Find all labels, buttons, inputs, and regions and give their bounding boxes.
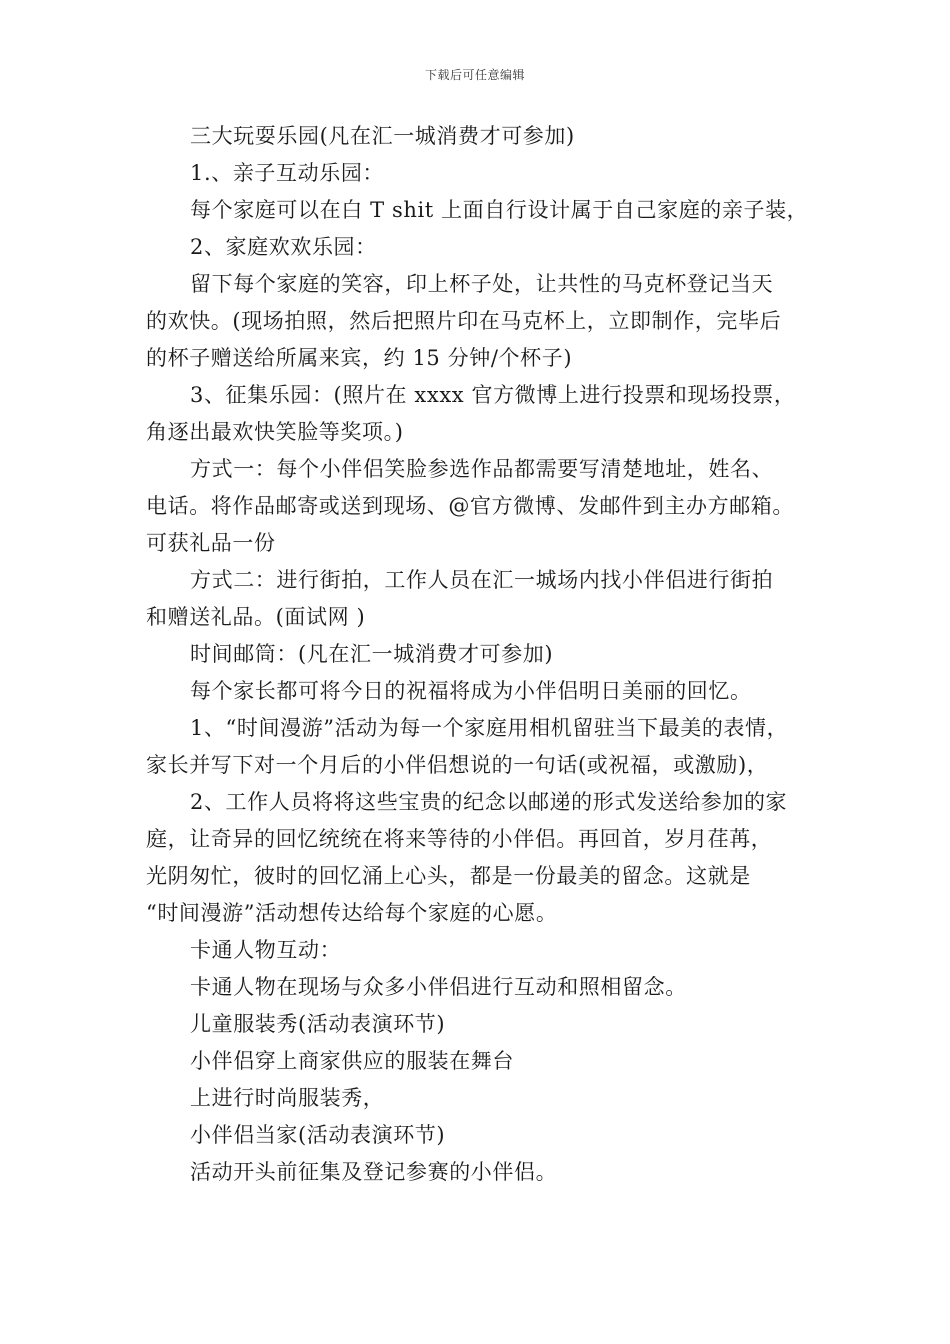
text-line: 时间邮筒：(凡在汇一城消费才可参加)	[190, 642, 554, 666]
text-line: 儿童服装秀(活动表演环节)	[190, 1012, 446, 1036]
text-line: 小伴侣穿上商家供应的服装在舞台	[190, 1049, 514, 1073]
text-line: 小伴侣当家(活动表演环节)	[190, 1123, 446, 1147]
text-line: 卡通人物在现场与众多小伴侣进行互动和照相留念。	[190, 975, 687, 999]
text-line: 方式一：每个小伴侣笑脸参选作品都需要写清楚地址，姓名、	[190, 457, 774, 481]
text-line: 角逐出最欢快笑脸等奖项。)	[146, 420, 404, 444]
text-line: 3、征集乐园：(照片在 xxxx 官方微博上进行投票和现场投票，	[190, 383, 796, 407]
text-line: “时间漫游”活动想传达给每个家庭的心愿。	[146, 901, 558, 925]
text-line: 1、“时间漫游”活动为每一个家庭用相机留驻当下最美的表情，	[190, 716, 789, 740]
text-line: 卡通人物互动：	[190, 938, 342, 962]
text-line: 2、工作人员将将这些宝贵的纪念以邮递的形式发送给参加的家	[190, 790, 788, 814]
text-line: 2、家庭欢欢乐园：	[190, 235, 377, 259]
text-line: 活动开头前征集及登记参赛的小伴侣。	[190, 1160, 558, 1184]
text-line: 光阴匆忙，彼时的回忆涌上心头，都是一份最美的留念。这就是	[146, 864, 751, 888]
text-line: 的欢快。(现场拍照，然后把照片印在马克杯上，立即制作，完毕后	[146, 309, 782, 333]
text-line: 和赠送礼品。(面试网 )	[146, 605, 366, 629]
text-line: 每个家长都可将今日的祝福将成为小伴侣明日美丽的回忆。	[190, 679, 752, 703]
text-line: 可获礼品一份	[146, 531, 276, 555]
text-line: 上进行时尚服装秀，	[190, 1086, 385, 1110]
text-line: 的杯子赠送给所属来宾，约 15 分钟/个杯子)	[146, 346, 573, 370]
text-line: 方式二：进行街拍，工作人员在汇一城场内找小伴侣进行街拍	[190, 568, 774, 592]
text-line: 家长并写下对一个月后的小伴侣想说的一句话(或祝福，或激励)，	[146, 753, 769, 777]
page-header: 下载后可任意编辑	[424, 68, 525, 82]
text-line: 三大玩耍乐园(凡在汇一城消费才可参加)	[190, 124, 575, 148]
text-line: 1.、亲子互动乐园：	[190, 161, 385, 185]
text-line: 留下每个家庭的笑容，印上杯子处，让共性的马克杯登记当天	[190, 272, 774, 296]
text-line: 庭，让奇异的回忆统统在将来等待的小伴侣。再回首，岁月荏苒，	[146, 827, 773, 851]
document-body	[146, 118, 826, 1191]
text-line: 每个家庭可以在白 T shit 上面自行设计属于自己家庭的亲子装，	[190, 198, 809, 222]
text-line: 电话。将作品邮寄或送到现场、@官方微博、发邮件到主办方邮箱。	[146, 494, 794, 518]
